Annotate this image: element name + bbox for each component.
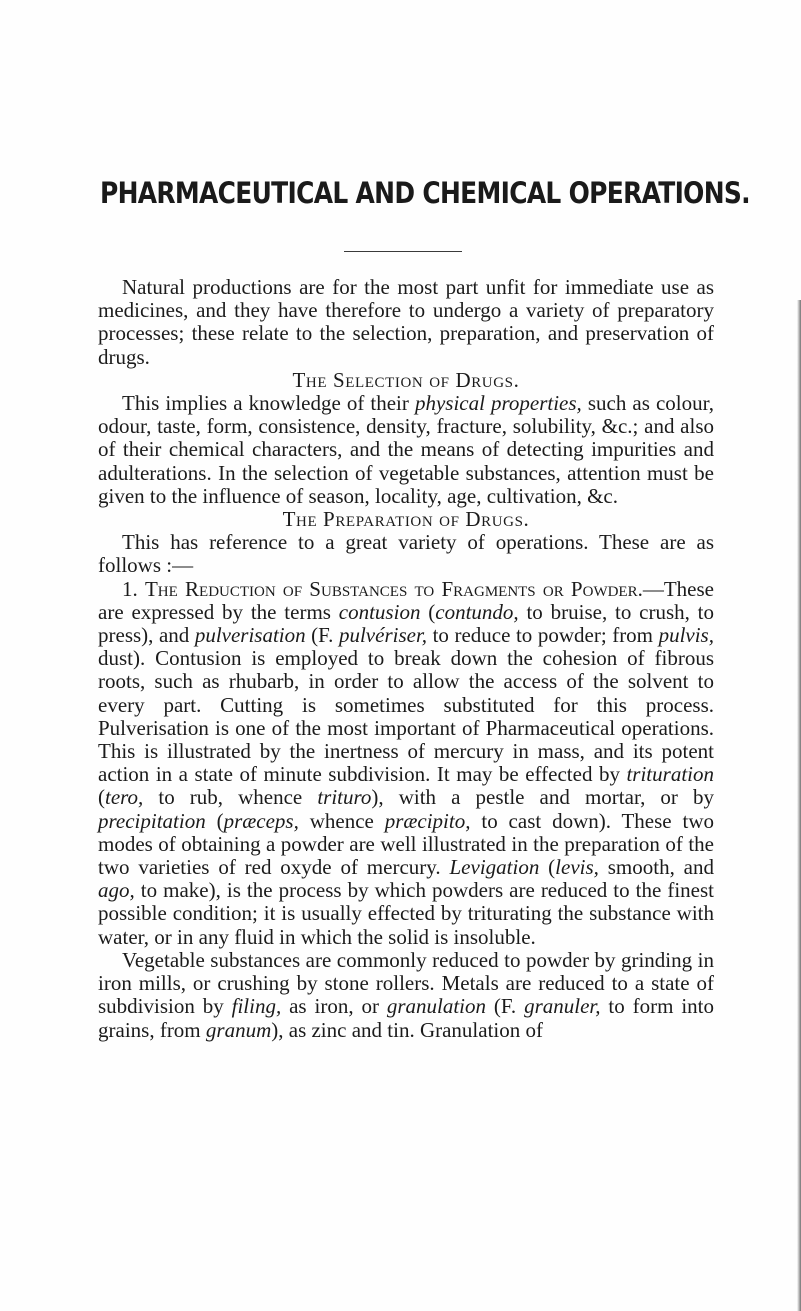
reduction-paragraph bbox=[98, 578, 714, 949]
text-span: ), with a pestle and mortar, or by bbox=[371, 785, 714, 810]
text-span: smooth, and bbox=[598, 855, 714, 880]
text-span: ( bbox=[420, 599, 436, 624]
italic-term: precipitation bbox=[98, 808, 206, 833]
text-span: as iron, or bbox=[281, 994, 387, 1019]
text-span: to bruise, to crush, to press), and bbox=[98, 599, 715, 648]
italic-term: granum bbox=[205, 1017, 272, 1042]
italic-term: granulation bbox=[386, 994, 487, 1019]
page-edge-shadow bbox=[797, 300, 801, 1311]
text-span: This has reference to a great variety of operations. These are as follows :— bbox=[98, 530, 714, 578]
vegetable-paragraph bbox=[98, 949, 714, 1042]
preparation-paragraph bbox=[98, 531, 714, 577]
text-span: to reduce to powder; from bbox=[427, 623, 659, 648]
italic-term: trituration bbox=[626, 762, 714, 787]
italic-term: contusion bbox=[338, 599, 421, 624]
italic-term: pulvis, bbox=[658, 623, 714, 648]
italic-term: pulverisation bbox=[194, 623, 306, 648]
text-span: whence bbox=[298, 808, 385, 833]
text-span: such as colour, odour, taste, form, consistence, density, fracture, solubility, &c.; and also of their chemical characters, and the means of detecting impurities and adulterations. In the selection of vegetable substances, attention must be given to the influence of season, locality, age, cultivation, &c. bbox=[98, 391, 715, 508]
italic-term: granuler, bbox=[524, 994, 601, 1019]
intro-paragraph bbox=[98, 276, 714, 369]
text-span: dust). Contusion is employed to break down the cohesion of fibrous roots, such as rhubarb, in order to allow the access of the solvent to every part. Cutting is sometimes substituted for this process. Pulverisation is one of the most important of Pharmaceutical operations. This is illustrated by the inertness of mercury in mass, and its potent action in a state of minute subdivision. It may be effected by bbox=[98, 646, 714, 787]
body-text bbox=[98, 276, 714, 1042]
text-span: —These are expressed by the terms bbox=[98, 576, 715, 624]
title-rule-divider bbox=[344, 251, 462, 252]
text-span: Vegetable substances are commonly reduced to powder by grinding in iron mills, or crushing by stone rollers. Metals are reduced to a state of subdivision by bbox=[98, 947, 714, 1019]
italic-term: tero, bbox=[105, 785, 144, 810]
section-heading-reduction: The Reduction of Substances to Fragments or Powder. bbox=[144, 576, 643, 601]
italic-term: ago, bbox=[98, 878, 135, 903]
text-span: ( bbox=[539, 855, 556, 880]
text-span: ( bbox=[205, 808, 224, 833]
text-span: to make), is the process by which powders are reduced to the finest possible condition; it is usually effected by triturating the substance with water, or in any fluid in which the solid is insoluble. bbox=[98, 878, 714, 949]
heading-selection-of-drugs: The Selection of Drugs. bbox=[292, 367, 520, 392]
intro-text: Natural productions are for the most part unfit for immediate use as medicines, and they have therefore to undergo a variety of preparatory processes; these relate to the selection, preparation, and preservation of drugs. bbox=[98, 275, 714, 369]
text-span: (F. bbox=[305, 623, 339, 648]
italic-term: physical properties, bbox=[414, 391, 582, 416]
italic-term: levis, bbox=[555, 855, 599, 880]
text-span: to rub, whence bbox=[143, 785, 318, 810]
text-span: This implies a knowledge of their bbox=[122, 391, 415, 416]
italic-term: contundo, bbox=[435, 599, 519, 624]
italic-term: pulvériser, bbox=[338, 623, 428, 648]
text-span: ), as zinc and tin. Granulation of bbox=[271, 1017, 543, 1042]
italic-term: præceps, bbox=[223, 808, 299, 833]
italic-term: trituro bbox=[317, 785, 372, 810]
italic-term: Levigation bbox=[449, 855, 540, 880]
text-span: to cast down). These two modes of obtaining a powder are well illustrated in the preparation of the two varieties of red oxyde of mercury. bbox=[98, 808, 714, 880]
text-span: ( bbox=[98, 785, 105, 810]
text-span: (F. bbox=[486, 994, 525, 1019]
selection-paragraph bbox=[98, 392, 714, 508]
italic-term: præcipito, bbox=[384, 808, 471, 833]
page-title: PHARMACEUTICAL AND CHEMICAL OPERATIONS. bbox=[100, 176, 750, 210]
italic-term: filing, bbox=[231, 994, 282, 1019]
section-number: 1. bbox=[122, 576, 145, 601]
text-span: to form into grains, from bbox=[98, 994, 714, 1042]
heading-preparation-of-drugs: The Preparation of Drugs. bbox=[282, 507, 530, 532]
